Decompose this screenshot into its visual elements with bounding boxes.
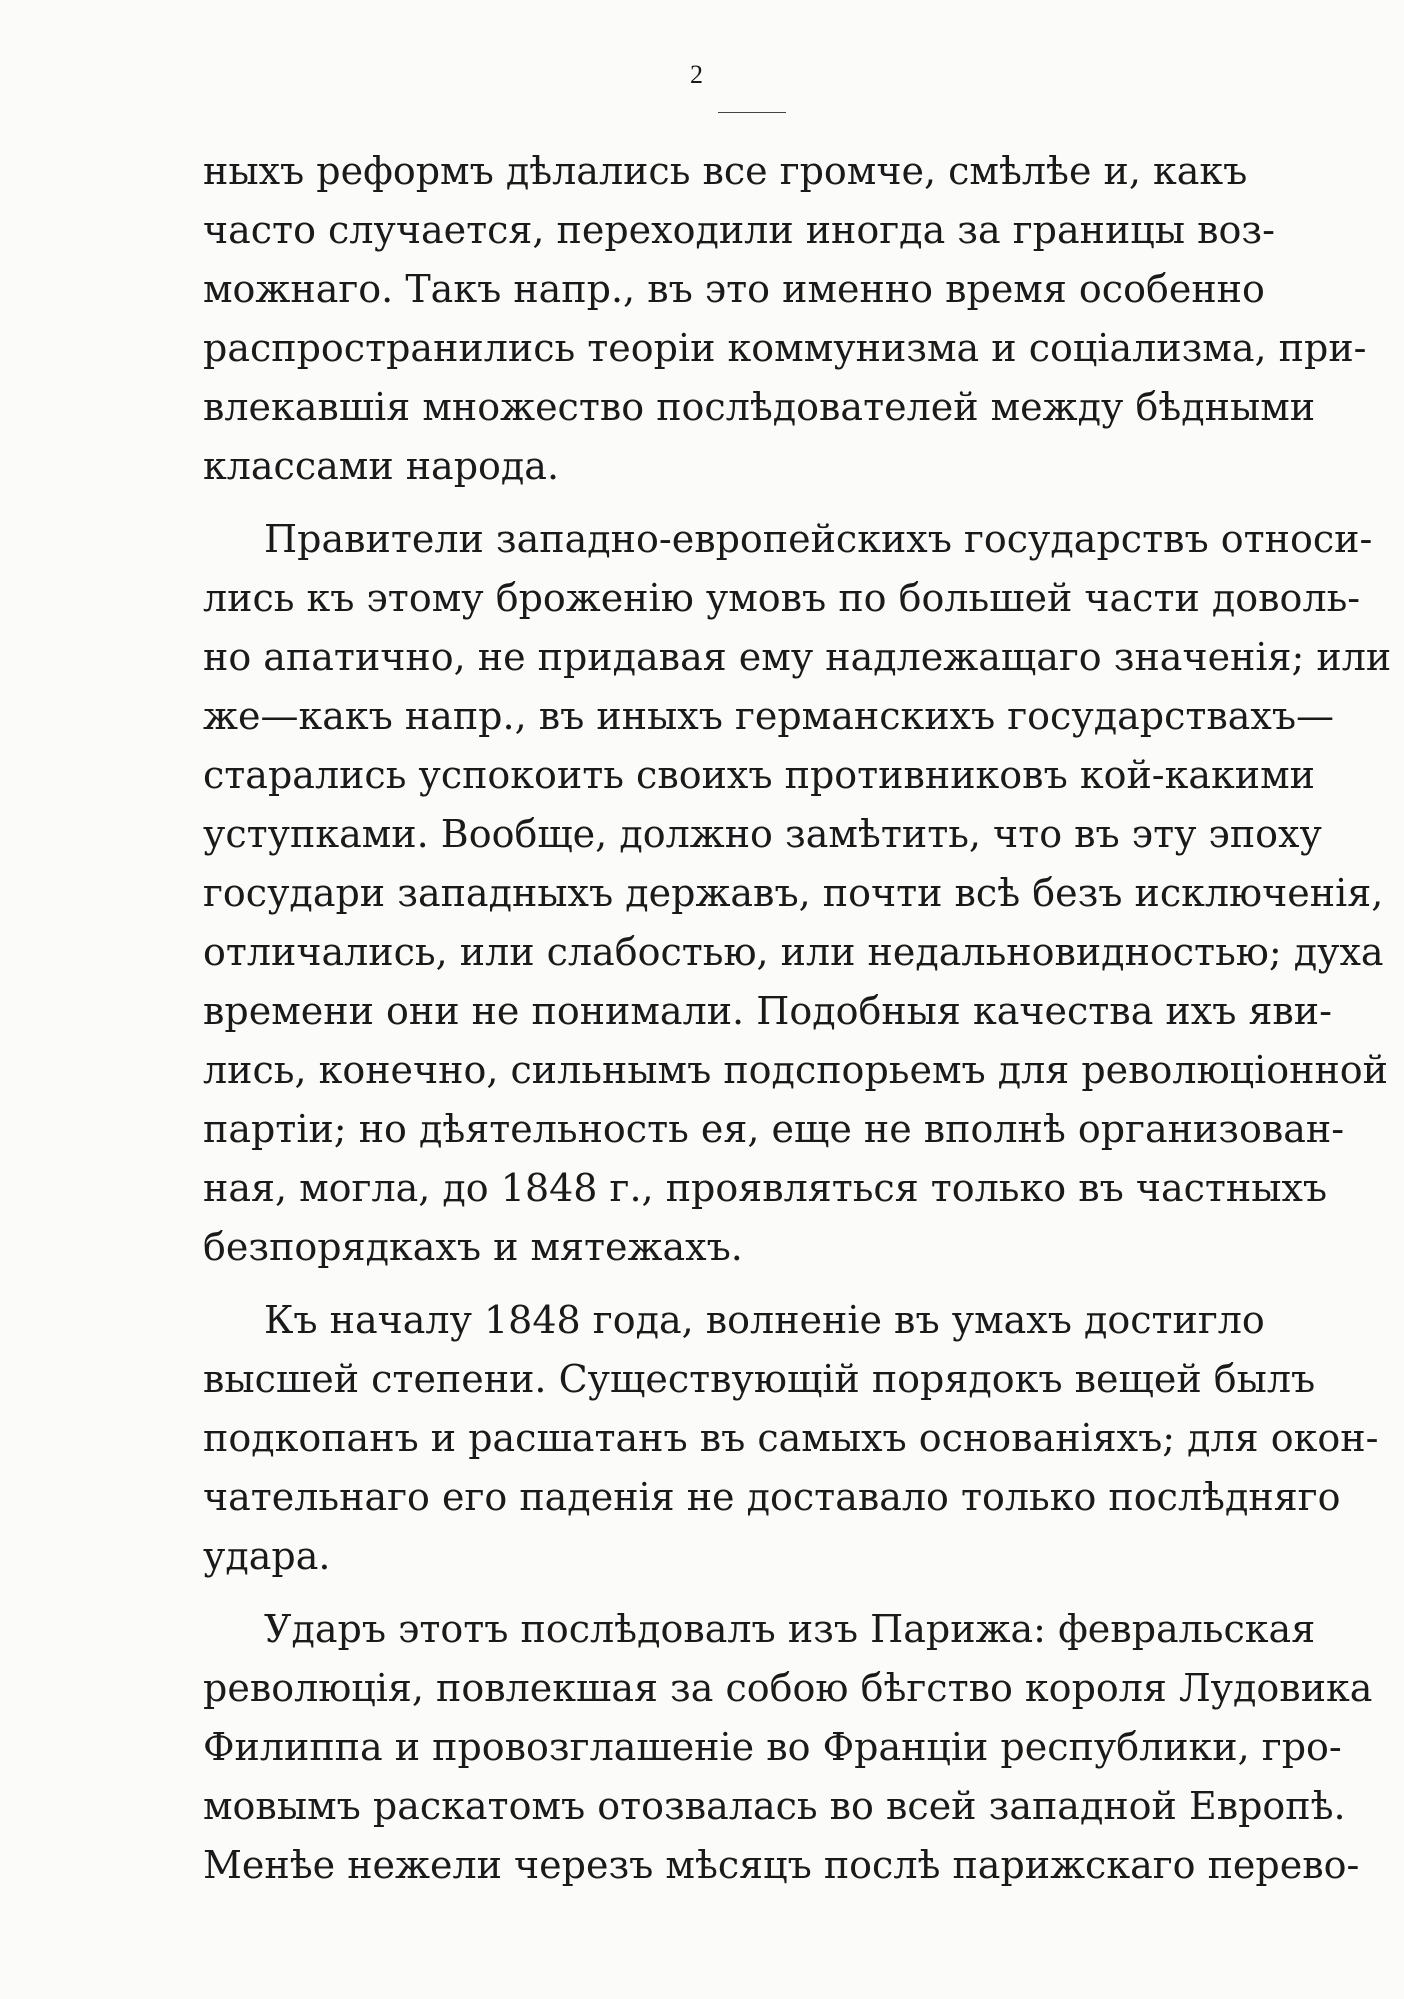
- text-line: времени они не понимали. Подобныя качества ихъ яви-: [203, 989, 1332, 1033]
- text-line: же—какъ напр., въ иныхъ германскихъ государствахъ—: [203, 694, 1335, 738]
- text-line: подкопанъ и расшатанъ въ самыхъ основанiяхъ; для окон-: [203, 1416, 1379, 1460]
- text-line: безпорядкахъ и мятежахъ.: [203, 1225, 743, 1269]
- text-line: лись, конечно, сильнымъ подспорьемъ для революцiонной: [203, 1048, 1388, 1092]
- text-line: чательнаго его паденiя не доставало только послѣдняго: [203, 1475, 1341, 1519]
- page-number: 2: [690, 60, 703, 89]
- text-line: Ударъ этотъ послѣдовалъ изъ Парижа: февральская: [264, 1607, 1316, 1651]
- text-line: государи западныхъ державъ, почти всѣ безъ исключенiя,: [203, 871, 1384, 915]
- text-line: революцiя, повлекшая за собою бѣгство короля Лудовика: [203, 1666, 1373, 1710]
- text-line: высшей степени. Существующiй порядокъ вещей былъ: [203, 1357, 1316, 1401]
- text-line: ная, могла, до 1848 г., проявляться только въ частныхъ: [203, 1166, 1328, 1210]
- header-rule: [718, 112, 786, 113]
- paragraph-2: [203, 510, 1392, 1277]
- text-line: партiи; но дѣятельность ея, еще не вполнѣ организован-: [203, 1107, 1345, 1151]
- text-line: часто случается, переходили иногда за границы воз-: [203, 208, 1275, 252]
- body-text: [203, 142, 1392, 1895]
- text-line: удара.: [203, 1534, 331, 1578]
- text-line: отличались, или слабостью, или недальновидностью; духа: [203, 930, 1384, 974]
- text-line: можнаго. Такъ напр., въ это именно время особенно: [203, 267, 1265, 311]
- paragraph-3: [203, 1291, 1379, 1586]
- text-line: но апатично, не придавая ему надлежащаго значенiя; или: [203, 635, 1392, 679]
- text-line: старались успокоить своихъ противниковъ кой-какими: [203, 753, 1315, 797]
- text-line: Правители западно-европейскихъ государствъ относи-: [264, 517, 1373, 561]
- text-line: лись къ этому броженiю умовъ по большей части доволь-: [203, 576, 1361, 620]
- text-line: Филиппа и провозглашенiе во Францiи республики, гро-: [203, 1725, 1342, 1769]
- text-line: классами народа.: [203, 444, 560, 488]
- text-line: влекавшiя множество послѣдователей между бѣдными: [203, 385, 1316, 429]
- paragraph-4: [203, 1600, 1373, 1895]
- text-line: распространились теорiи коммунизма и соцiализма, при-: [203, 326, 1367, 370]
- text-line: мовымъ раскатомъ отозвалась во всей западной Европѣ.: [203, 1784, 1346, 1828]
- paragraph-1: [203, 142, 1367, 496]
- text-line: Къ началу 1848 года, волненiе въ умахъ достигло: [264, 1298, 1265, 1342]
- text-line: Менѣе нежели черезъ мѣсяцъ послѣ парижскаго перево-: [203, 1843, 1360, 1887]
- text-line: уступками. Вообще, должно замѣтить, что въ эту эпоху: [203, 812, 1322, 856]
- text-line: ныхъ реформъ дѣлались все громче, смѣлѣе и, какъ: [203, 149, 1248, 193]
